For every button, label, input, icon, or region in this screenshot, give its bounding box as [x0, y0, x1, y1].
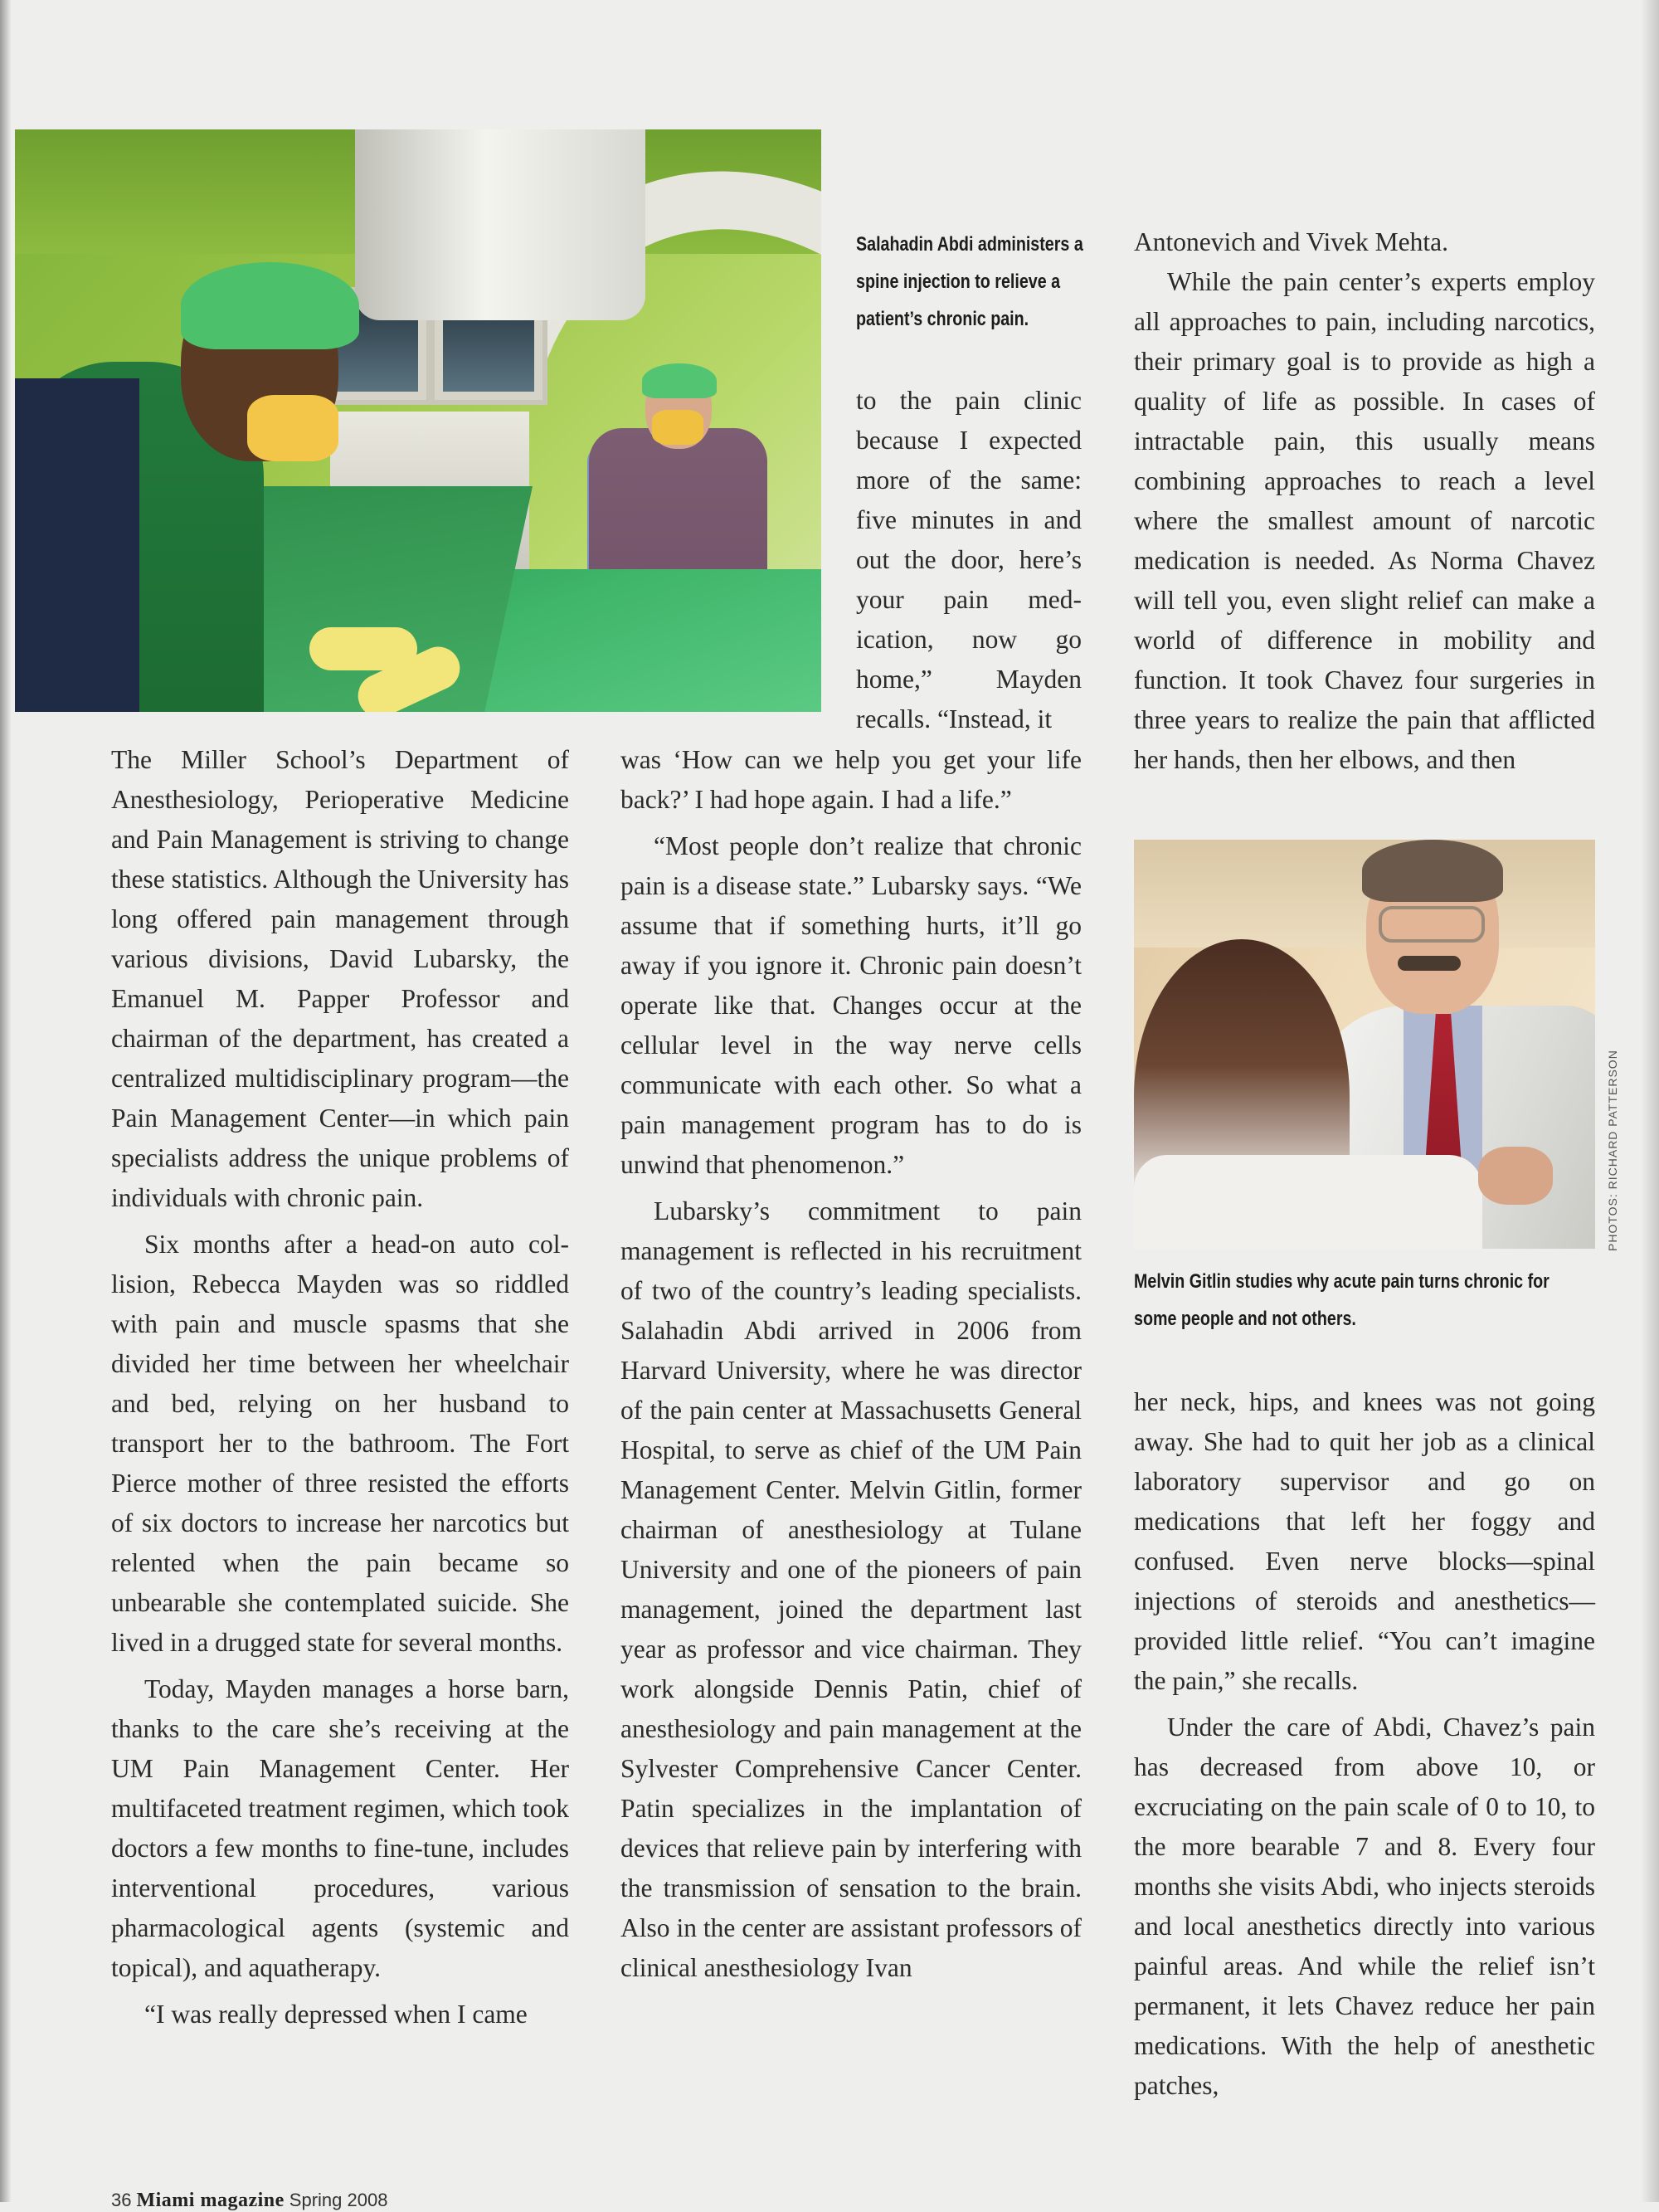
surgeon-cap — [181, 262, 359, 349]
paragraph: Antonevich and Vivek Mehta. — [1134, 227, 1448, 256]
paragraph: was ‘How can we help you get your life back?’ I had hope again. I had a life.” — [620, 745, 1082, 814]
issue-date: Spring 2008 — [289, 2190, 388, 2210]
paragraph: “Most people don’t realize that chronic pain is a disease state.” Lubarsky says. “We assume that if something hurts, it’ll go away if you ignore it. Chronic pain doesn’t operate like that. Changes occur at the cellular level in the way nerve cells communicate with each other. So what a pain management program has to do is unwind that phenomenon.” — [620, 831, 1082, 1179]
photo1-caption: Salahadin Abdi administers a spine injection to relieve a patient’s chronic pain. — [856, 233, 1083, 330]
surgical-lamp — [355, 129, 645, 320]
paragraph: Today, Mayden manages a horse barn, thanks to the care she’s receiving at the UM Pain Management Center. Her multifaceted treatment regimen, which took doctors a few months to fine-tune, includes interventional procedures, various pharmacological agents (systemic and topical), and aquatherapy. — [111, 1674, 569, 1982]
surgeon-mask — [247, 395, 338, 461]
surgeon-lead-vest — [15, 378, 139, 712]
assistant-cap — [642, 363, 717, 398]
doctor-photo — [1134, 840, 1595, 1249]
paragraph: Under the care of Abdi, Chavez’s pain has decreased from above 10, or excruciating on the pain scale of 0 to 10, to the more bearable 7 and 8. Every four months she visits Abdi, who injects steroids and local anesthetics directly into various painful areas. And while the relief isn’t permanent, it lets Chavez reduce her pain medications. With the help of anesthetic patches, — [1134, 1713, 1595, 2100]
patient-gown — [1134, 1155, 1482, 1249]
paragraph: “I was really depressed when I came — [144, 2000, 528, 2029]
doctor-glasses — [1379, 906, 1485, 943]
assistant-mask — [652, 410, 703, 445]
doctor-hair — [1362, 840, 1503, 902]
paragraph: her neck, hips, and knees was not going away. She had to quit her job as a clinical laboratory supervisor and go on medications that left her foggy and confused. Even nerve blocks—spinal injections of steroids and anesthetics—provided little relief. “You can’t imagine the pain,” she recalls. — [1134, 1387, 1595, 1695]
right-column-bottom — [1134, 1382, 1595, 2106]
paragraph: Lubarsky’s commitment to pain management is reflected in his recruitment of two of the country’s leading specialists. Salahadin Abdi arrived in 2006 from Harvard University, where he was director of the pain center at Massachusetts General Hospital, to serve as chief of the UM Pain Management Center. Melvin Gitlin, former chairman of anesthesiology at Tulane University and one of the pioneers of pain management, joined the department last year as professor and vice chairman. They work alongside Dennis Patin, chief of anesthesiology and pain management at the Sylvester Comprehensive Cancer Center. Patin specializes in the implantation of devices that relieve pain by interfering with the transmission of sensation to the brain. Also in the center are assistant professors of clinical anesthesiology Ivan — [620, 1196, 1082, 1982]
paragraph: to the pain clinic because I expected more of the same: five minutes in and out the door, here’s your pain medication, now go home,” Mayden recalls. “Instead, it — [856, 386, 1082, 733]
right-column-top — [1134, 222, 1595, 780]
doctor-mustache — [1398, 956, 1461, 971]
middle-column — [620, 740, 1082, 1988]
page-number: 36 — [111, 2190, 132, 2210]
paragraph: Six months after a head-on auto collision, Rebecca Mayden was so riddled with pain and muscle spasms that she divided her time between her wheelchair and bed, relying on her husband to transport her to the bathroom. The Fort Pierce mother of three resisted the efforts of six doctors to increase her narcotics but relented when the pain became so unbearable she contemplated suicide. She lived in a drugged state for several months. — [111, 1230, 569, 1657]
left-column — [111, 740, 569, 2034]
doctor-hand — [1478, 1147, 1553, 1205]
operating-room-photo — [15, 129, 821, 712]
page-edge-right — [1641, 0, 1659, 2202]
page-footer — [111, 2189, 387, 2212]
middle-column-top — [856, 381, 1082, 739]
paragraph: The Miller School’s Department of Anesthesiology, Perioperative Medicine and Pain Management is striving to change these statistics. Although the University has long offered pain management through various divisions, David Lubarsky, the Emanuel M. Papper Professor and chairman of the department, has created a centralized multidisciplinary program—the Pain Management Center—in which pain specialists address the unique problems of individuals with chronic pain. — [111, 745, 569, 1212]
paragraph: While the pain center’s experts employ all approaches to pain, including narcotics, their primary goal is to provide as high a quality of life as possible. In cases of intractable pain, this usually means combining approaches to reach a level where the smallest amount of narcotic medication is needed. As Norma Chavez will tell you, even slight relief can make a world of difference in mobility and function. It took Chavez four surgeries in three years to realize the pain that afflicted her hands, then her elbows, and then — [1134, 267, 1595, 774]
photo-credit: PHOTOS: RICHARD PATTERSON — [1606, 1050, 1619, 1251]
page-edge-left — [0, 0, 12, 2202]
photo2-caption: Melvin Gitlin studies why acute pain turns chronic for some people and not others. — [1134, 1270, 1550, 1330]
magazine-name: Miami magazine — [136, 2190, 285, 2211]
